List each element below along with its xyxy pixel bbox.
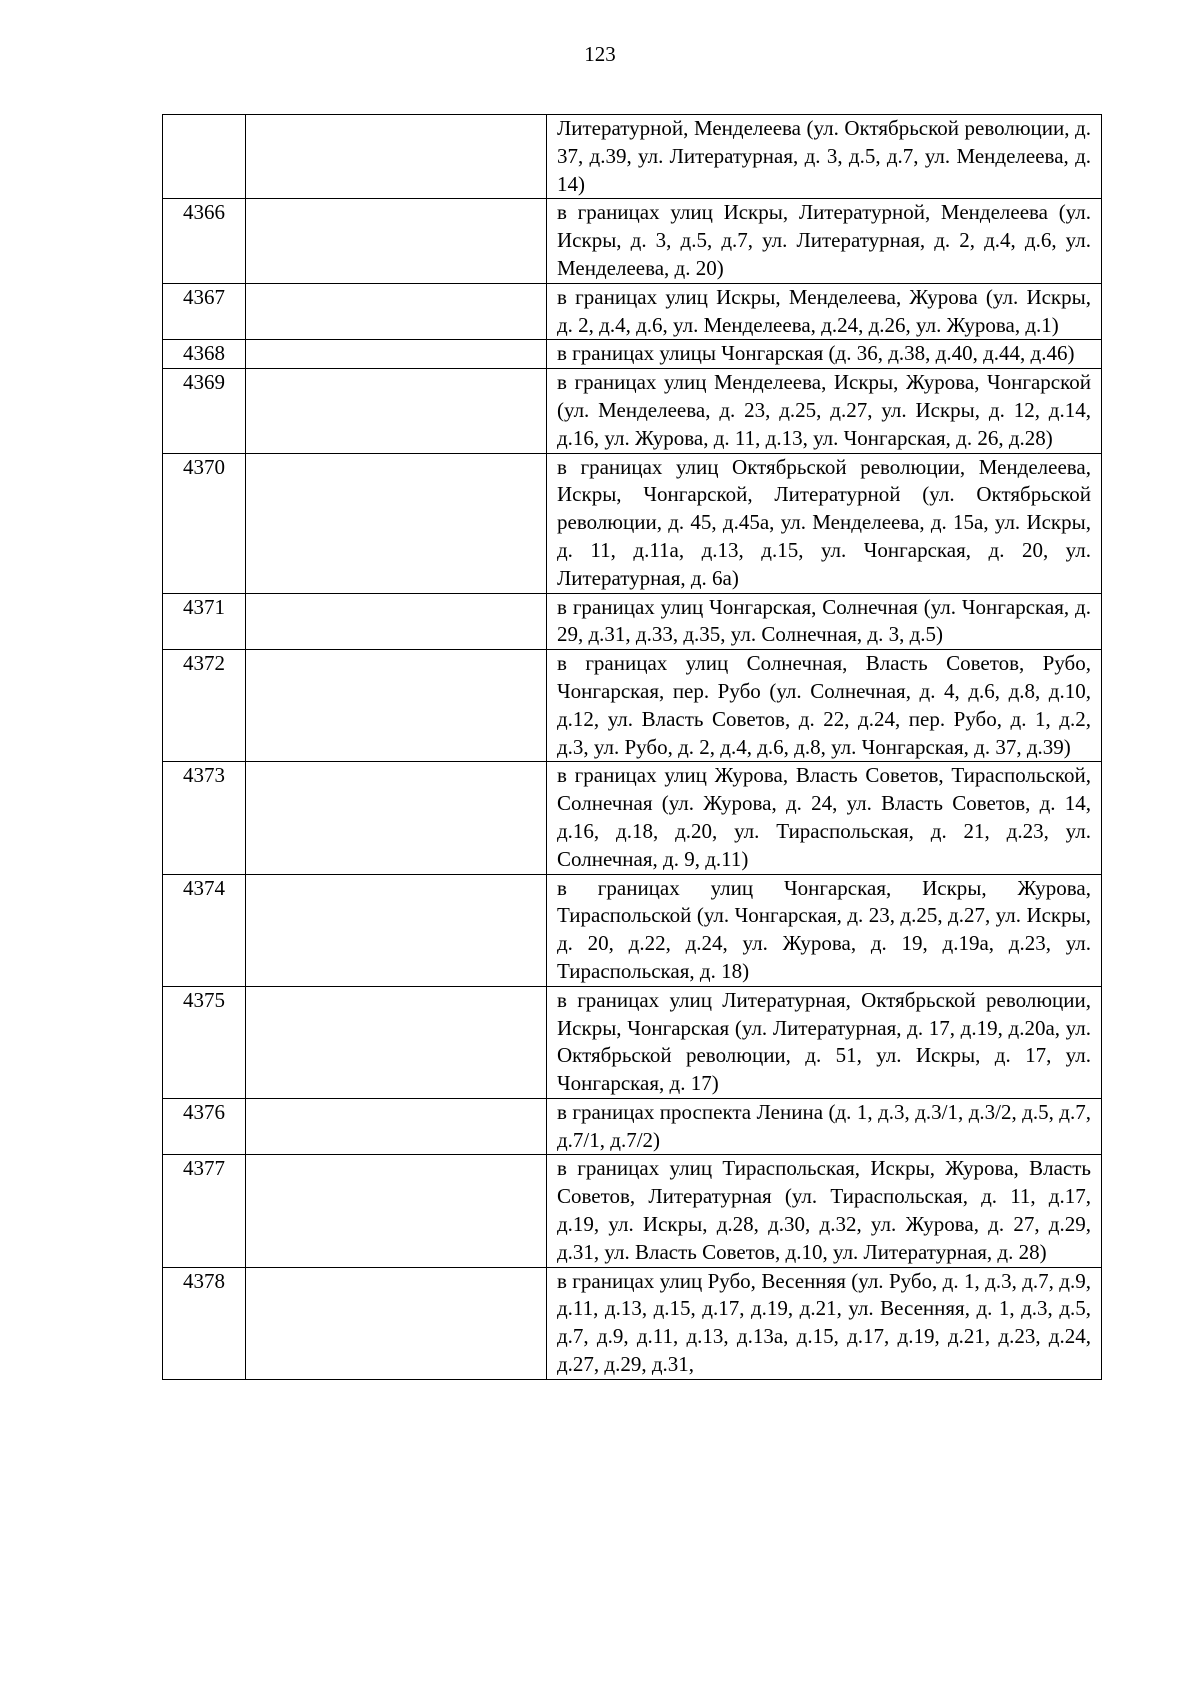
location-cell: [246, 986, 547, 1098]
table-body: [163, 115, 1102, 1380]
boundaries-description-cell: в границах улиц Искры, Литературной, Менделеева (ул. Искры, д. 3, д.5, д.7, ул. Литературная, д. 2, д.4, д.6, ул. Менделеева, д. 20): [547, 199, 1102, 283]
district-number-cell: 4368: [163, 340, 246, 369]
location-cell: [246, 1267, 547, 1379]
location-cell: [246, 1155, 547, 1267]
boundaries-description-cell: в границах улиц Солнечная, Власть Советов, Рубо, Чонгарская, пер. Рубо (ул. Солнечная, д. 4, д.6, д.8, д.10, д.12, ул. Власть Советов, д. 22, д.24, пер. Рубо, д. 1, д.2, д.3, ул. Рубо, д. 2, д.4, д.6, д.8, ул. Чонгарская, д. 37, д.39): [547, 650, 1102, 762]
district-number-cell: 4375: [163, 986, 246, 1098]
location-cell: [246, 199, 547, 283]
table-row: [163, 1155, 1102, 1267]
district-number-cell: 4373: [163, 762, 246, 874]
page-number: 123: [584, 42, 616, 66]
boundaries-description-cell: в границах улиц Искры, Менделеева, Журова (ул. Искры, д. 2, д.4, д.6, ул. Менделеева, д.24, д.26, ул. Журова, д.1): [547, 283, 1102, 340]
district-number-cell: 4369: [163, 369, 246, 453]
district-number-cell: 4372: [163, 650, 246, 762]
table-row: [163, 283, 1102, 340]
district-number-cell: 4378: [163, 1267, 246, 1379]
district-number-cell: 4370: [163, 453, 246, 593]
location-cell: [246, 453, 547, 593]
boundaries-description-cell: в границах улиц Литературная, Октябрьской революции, Искры, Чонгарская (ул. Литературная, д. 17, д.19, д.20а, ул. Октябрьской революции, д. 51, ул. Искры, д. 17, ул. Чонгарская, д. 17): [547, 986, 1102, 1098]
location-cell: [246, 115, 547, 199]
boundaries-description-cell: в границах улиц Тираспольская, Искры, Журова, Власть Советов, Литературная (ул. Тираспольская, д. 11, д.17, д.19, ул. Искры, д.28, д.30, д.32, ул. Журова, д. 27, д.29, д.31, ул. Власть Советов, д.10, ул. Литературная, д. 28): [547, 1155, 1102, 1267]
boundaries-description-cell: в границах улиц Октябрьской революции, Менделеева, Искры, Чонгарской, Литературной (ул. Октябрьской революции, д. 45, д.45а, ул. Менделеева, д. 15а, ул. Искры, д. 11, д.11а, д.13, д.15, ул. Чонгарская, д. 20, ул. Литературная, д. 6а): [547, 453, 1102, 593]
district-number-cell: 4376: [163, 1098, 246, 1155]
location-cell: [246, 283, 547, 340]
district-number-cell: [163, 115, 246, 199]
district-number-cell: 4371: [163, 593, 246, 650]
boundaries-description-cell: Литературной, Менделеева (ул. Октябрьской революции, д. 37, д.39, ул. Литературная, д. 3, д.5, д.7, ул. Менделеева, д. 14): [547, 115, 1102, 199]
district-number-cell: 4374: [163, 874, 246, 986]
district-number-cell: 4377: [163, 1155, 246, 1267]
table-row: [163, 593, 1102, 650]
location-cell: [246, 762, 547, 874]
table-row: [163, 762, 1102, 874]
district-number-cell: 4367: [163, 283, 246, 340]
table-row: [163, 340, 1102, 369]
boundaries-description-cell: в границах улиц Чонгарская, Солнечная (ул. Чонгарская, д. 29, д.31, д.33, д.35, ул. Солнечная, д. 3, д.5): [547, 593, 1102, 650]
location-cell: [246, 1098, 547, 1155]
table-row: [163, 199, 1102, 283]
district-number-cell: 4366: [163, 199, 246, 283]
boundaries-description-cell: в границах улиц Менделеева, Искры, Журова, Чонгарской (ул. Менделеева, д. 23, д.25, д.27, ул. Искры, д. 12, д.14, д.16, ул. Журова, д. 11, д.13, ул. Чонгарская, д. 26, д.28): [547, 369, 1102, 453]
location-cell: [246, 874, 547, 986]
table-row: [163, 650, 1102, 762]
boundaries-description-cell: в границах улиц Журова, Власть Советов, Тираспольской, Солнечная (ул. Журова, д. 24, ул. Власть Советов, д. 14, д.16, д.18, д.20, ул. Тираспольская, д. 21, д.23, ул. Солнечная, д. 9, д.11): [547, 762, 1102, 874]
table-row: [163, 115, 1102, 199]
table-row: [163, 874, 1102, 986]
boundaries-description-cell: в границах проспекта Ленина (д. 1, д.3, д.3/1, д.3/2, д.5, д.7, д.7/1, д.7/2): [547, 1098, 1102, 1155]
boundaries-description-cell: в границах улицы Чонгарская (д. 36, д.38, д.40, д.44, д.46): [547, 340, 1102, 369]
table-row: [163, 453, 1102, 593]
table-row: [163, 369, 1102, 453]
location-cell: [246, 369, 547, 453]
location-cell: [246, 593, 547, 650]
location-cell: [246, 340, 547, 369]
table-row: [163, 1267, 1102, 1379]
table-row: [163, 1098, 1102, 1155]
boundaries-description-cell: в границах улиц Рубо, Весенняя (ул. Рубо, д. 1, д.3, д.7, д.9, д.11, д.13, д.15, д.17, д.19, д.21, ул. Весенняя, д. 1, д.3, д.5, д.7, д.9, д.11, д.13, д.13а, д.15, д.17, д.19, д.21, д.23, д.24, д.27, д.29, д.31,: [547, 1267, 1102, 1379]
table-row: [163, 986, 1102, 1098]
polling-districts-table: [162, 114, 1102, 1380]
boundaries-description-cell: в границах улиц Чонгарская, Искры, Журова, Тираспольской (ул. Чонгарская, д. 23, д.25, д.27, ул. Искры, д. 20, д.22, д.24, ул. Журова, д. 19, д.19а, д.23, ул. Тираспольская, д. 18): [547, 874, 1102, 986]
location-cell: [246, 650, 547, 762]
